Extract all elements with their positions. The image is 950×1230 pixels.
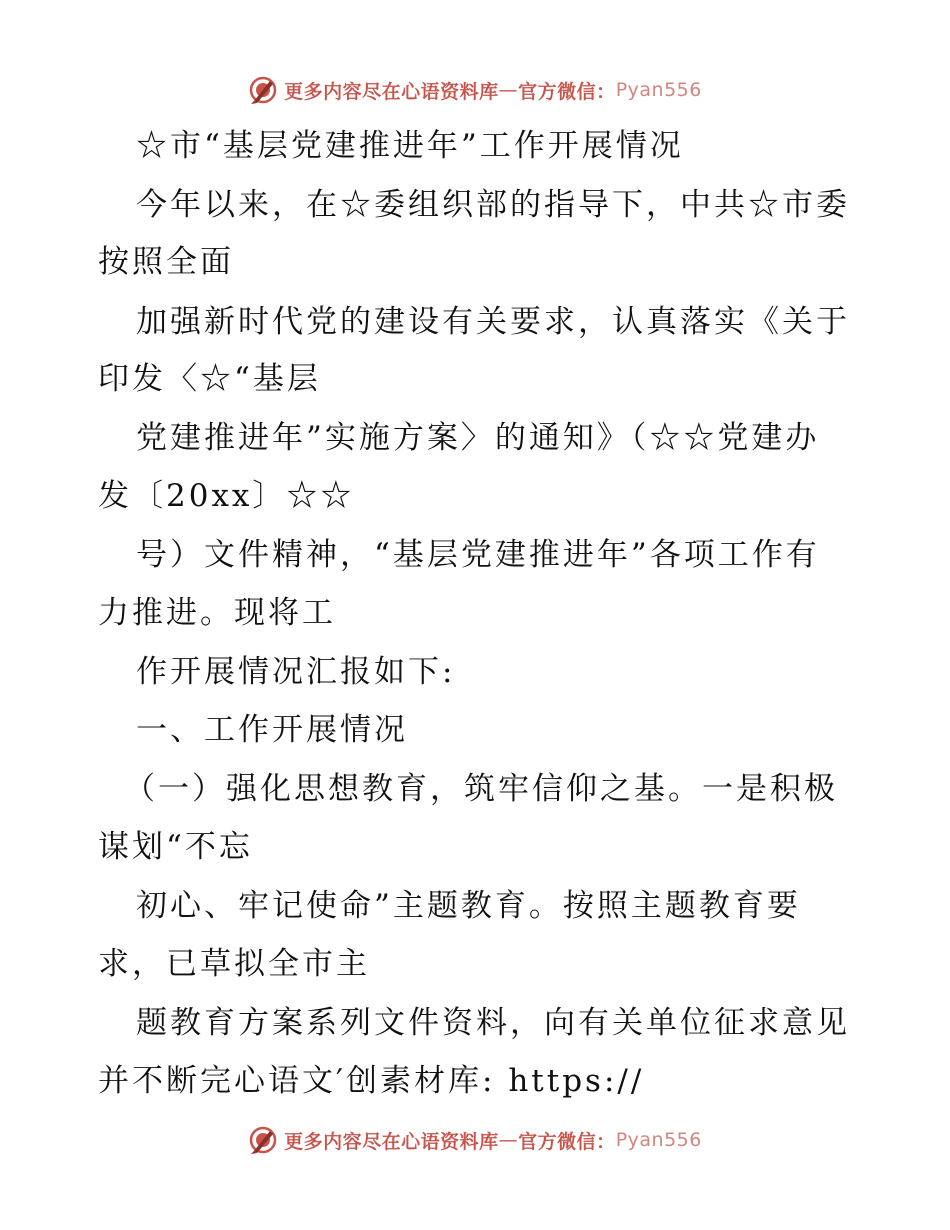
- paragraph-line: 并不断完心语文′创素材库: https://: [98, 1063, 645, 1099]
- paragraph-line: 谋划“不忘: [98, 829, 253, 865]
- paragraph-line: 作开展情况汇报如下:: [136, 654, 456, 690]
- subsection-heading: （一）强化思想教育，筑牢信仰之基。一是积极: [124, 771, 838, 807]
- paragraph-line: 发〔20xx〕☆☆: [98, 478, 355, 514]
- paragraph-line: 求，已草拟全市主: [98, 946, 370, 982]
- paragraph-line: 号）文件精神，“基层党建推进年”各项工作有: [136, 537, 820, 573]
- paragraph-line: 初心、牢记使命”主题教育。按照主题教育要: [136, 888, 801, 924]
- paragraph-line: 印发〈☆“基层: [98, 361, 321, 397]
- header-banner: [0, 73, 950, 107]
- banner-account-label: 官方微信：: [518, 1130, 616, 1153]
- pen-logo-icon: [248, 75, 278, 105]
- paragraph-line: 按照全面: [98, 244, 234, 280]
- banner-account-label: 官方微信：: [518, 80, 616, 103]
- footer-banner: [0, 1123, 950, 1157]
- banner-separator: —: [498, 79, 519, 101]
- paragraph-line: 力推进。现将工: [98, 595, 336, 631]
- paragraph-line: 题教育方案系列文件资料，向有关单位征求意见: [136, 1005, 850, 1041]
- section-heading: 一、工作开展情况: [136, 712, 408, 748]
- paragraph-line: 今年以来，在☆委组织部的指导下，中共☆市委: [136, 187, 850, 223]
- banner-title: 更多内容尽在心语资料库: [284, 1130, 499, 1153]
- pen-logo-icon: [248, 1125, 278, 1155]
- banner-account-id: Pyan556: [615, 79, 702, 101]
- banner-separator: —: [498, 1129, 519, 1151]
- paragraph-line: 加强新时代党的建设有关要求，认真落实《关于: [136, 304, 850, 340]
- banner-title: 更多内容尽在心语资料库: [284, 80, 499, 103]
- paragraph-line: 党建推进年”实施方案〉的通知》（☆☆党建办: [136, 420, 820, 456]
- banner-account-id: Pyan556: [615, 1129, 702, 1151]
- document-title: ☆市“基层党建推进年”工作开展情况: [136, 128, 684, 164]
